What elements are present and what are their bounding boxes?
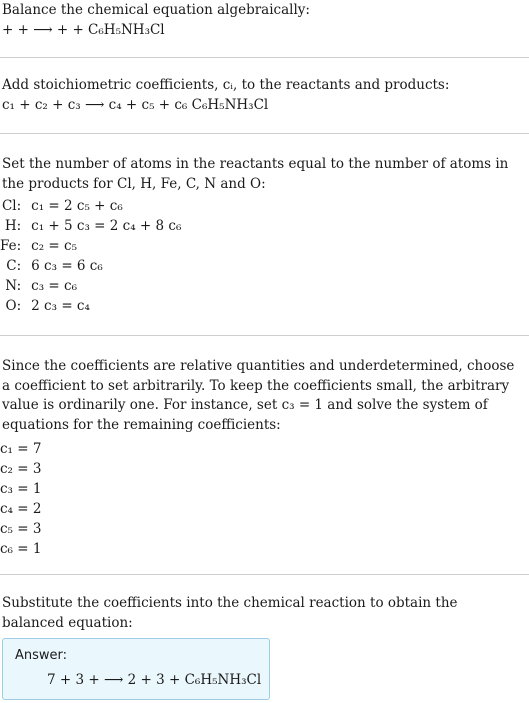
equation-row — [0, 296, 181, 316]
atom-balance-heading: Set the number of atoms in the reactants equal to the number of atoms in the products for Cl, H, Fe, C, N and O: — [2, 156, 509, 192]
atom-balance-section — [0, 155, 529, 316]
answer-box — [2, 638, 270, 700]
solution-item: c₂ = 3 — [0, 461, 42, 477]
solution-list — [0, 439, 529, 559]
equation-row — [0, 276, 181, 296]
divider — [0, 133, 529, 134]
solution-item: c₆ = 1 — [0, 541, 42, 557]
coefficients-section — [0, 75, 529, 115]
solution-item: c₃ = 1 — [0, 481, 42, 497]
element-label: C: — [6, 258, 22, 274]
solution-item: c₄ = 2 — [0, 501, 42, 517]
equation-row — [0, 216, 181, 236]
intro-equation: + + ⟶ + + C₆H₅NH₃Cl — [2, 22, 165, 38]
equation-row — [0, 236, 181, 256]
divider — [0, 574, 529, 575]
equation-row — [0, 196, 181, 216]
divider — [0, 335, 529, 336]
answer-label: Answer: — [15, 648, 68, 663]
element-label: O: — [5, 298, 22, 314]
atom-equations-table — [0, 196, 181, 316]
solution-item: c₅ = 3 — [0, 521, 42, 537]
element-label: Fe: — [0, 238, 22, 254]
solution-item: c₁ = 7 — [0, 441, 42, 457]
intro-heading: Balance the chemical equation algebraically: — [2, 2, 310, 18]
solve-heading: Since the coefficients are relative quantities and underdetermined, choose a coefficient to set arbitrarily. To keep the coefficients small, the arbitrary value is ordinarily one. For instance, set c₃ = 1 and solve the system of equations for the remaining coefficients: — [2, 358, 515, 433]
balanced-heading: Substitute the coefficients into the chemical reaction to obtain the balanced equation: — [2, 595, 458, 631]
element-equation: c₂ = c₅ — [31, 238, 78, 254]
element-equation: c₃ = c₆ — [31, 278, 78, 294]
element-label: N: — [5, 278, 22, 294]
intro-section — [0, 0, 529, 40]
element-equation: 2 c₃ = c₄ — [31, 298, 90, 314]
coefficients-equation: c₁ + c₂ + c₃ ⟶ c₄ + c₅ + c₆ C₆H₅NH₃Cl — [2, 97, 269, 113]
divider — [0, 57, 529, 58]
element-label: Cl: — [1, 198, 22, 214]
element-label: H: — [4, 218, 22, 234]
coefficients-heading: Add stoichiometric coefficients, cᵢ, to the reactants and products: — [2, 77, 450, 93]
element-equation: 6 c₃ = 6 c₆ — [31, 258, 103, 274]
balanced-section — [0, 594, 529, 633]
equation-row — [0, 256, 181, 276]
solve-section — [0, 357, 529, 559]
answer-equation: 7 + 3 + ⟶ 2 + 3 + C₆H₅NH₃Cl — [47, 672, 262, 688]
element-equation: c₁ = 2 c₅ + c₆ — [31, 198, 123, 214]
element-equation: c₁ + 5 c₃ = 2 c₄ + 8 c₆ — [31, 218, 182, 234]
